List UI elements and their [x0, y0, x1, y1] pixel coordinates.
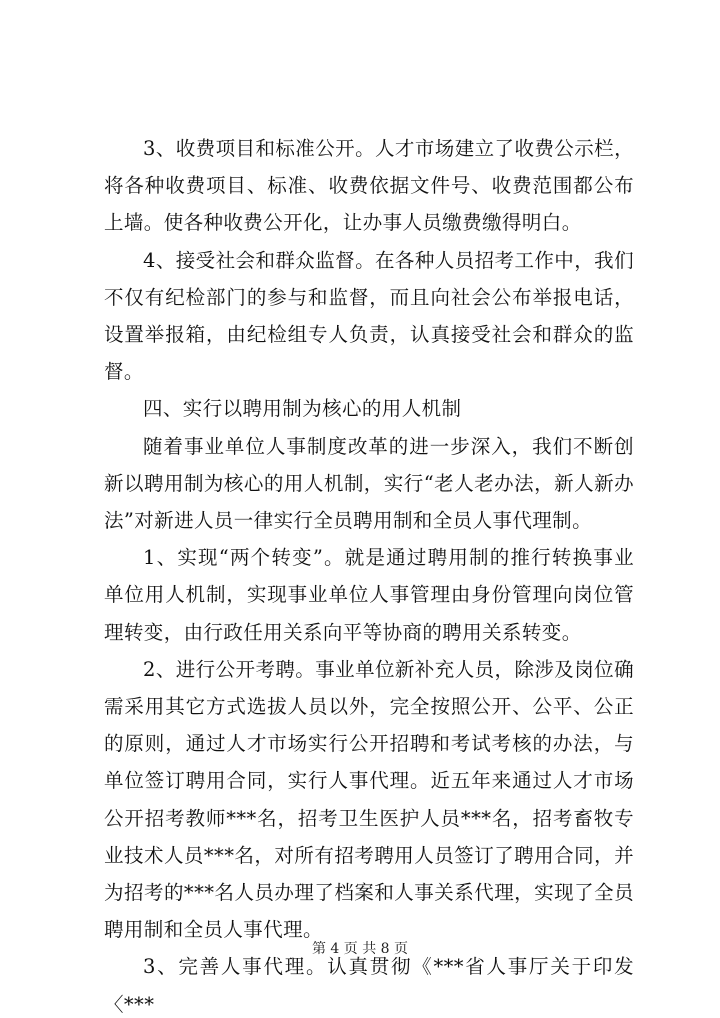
section-heading-employment-mechanism: 四、实行以聘用制为核心的用人机制 [143, 397, 462, 421]
paragraph-public-supervision: 4、接受社会和群众监督。在各种人员招考工作中，我们不仅有纪检部门的参与和监督，而且向社会公布举报电话，设置举报箱，由纪检组专人负责，认真接受社会和群众的监督。 [104, 248, 634, 384]
paragraph-personnel-agency: 3、完善人事代理。认真贯彻《***省人事厅关于印发〈*** [104, 955, 634, 1016]
paragraph-two-transitions: 1、实现“两个转变”。就是通过聘用制的推行转换事业单位用人机制，实现事业单位人事管理由身份管理向岗位管理转变，由行政任用关系向平等协商的聘用关系转变。 [104, 546, 634, 644]
paragraph-fee-disclosure: 3、收费项目和标准公开。人才市场建立了收费公示栏，将各种收费项目、标准、收费依据文件号、收费范围都公布上墙。使各种收费公开化，让办事人员缴费缴得明白。 [104, 137, 634, 235]
document-body [104, 130, 634, 1018]
page-number-footer: 第 4 页 共 8 页 [311, 941, 409, 957]
paragraph-reform-intro: 随着事业单位人事制度改革的进一步深入，我们不断创新以聘用制为核心的用人机制，实行“老人老办法，新人新办法”对新进人员一律实行全员聘用制和全员人事代理制。 [104, 434, 634, 533]
paragraph-open-recruitment: 2、进行公开考聘。事业单位新补充人员，除涉及岗位确需采用其它方式选拔人员以外，完全按照公开、公平、公正的原则，通过人才市场实行公开招聘和考试考核的办法，与单位签订聘用合同，实行人事代理。近五年来通过人才市场公开招考教师***名，招考卫生医护人员***名，招考畜牧专业技术人员***名，对所有招考聘用人员签订了聘用合同，并为招考的***名人员办理了档案和人事关系代理，实现了全员聘用制和全员人事代理。 [104, 657, 634, 942]
